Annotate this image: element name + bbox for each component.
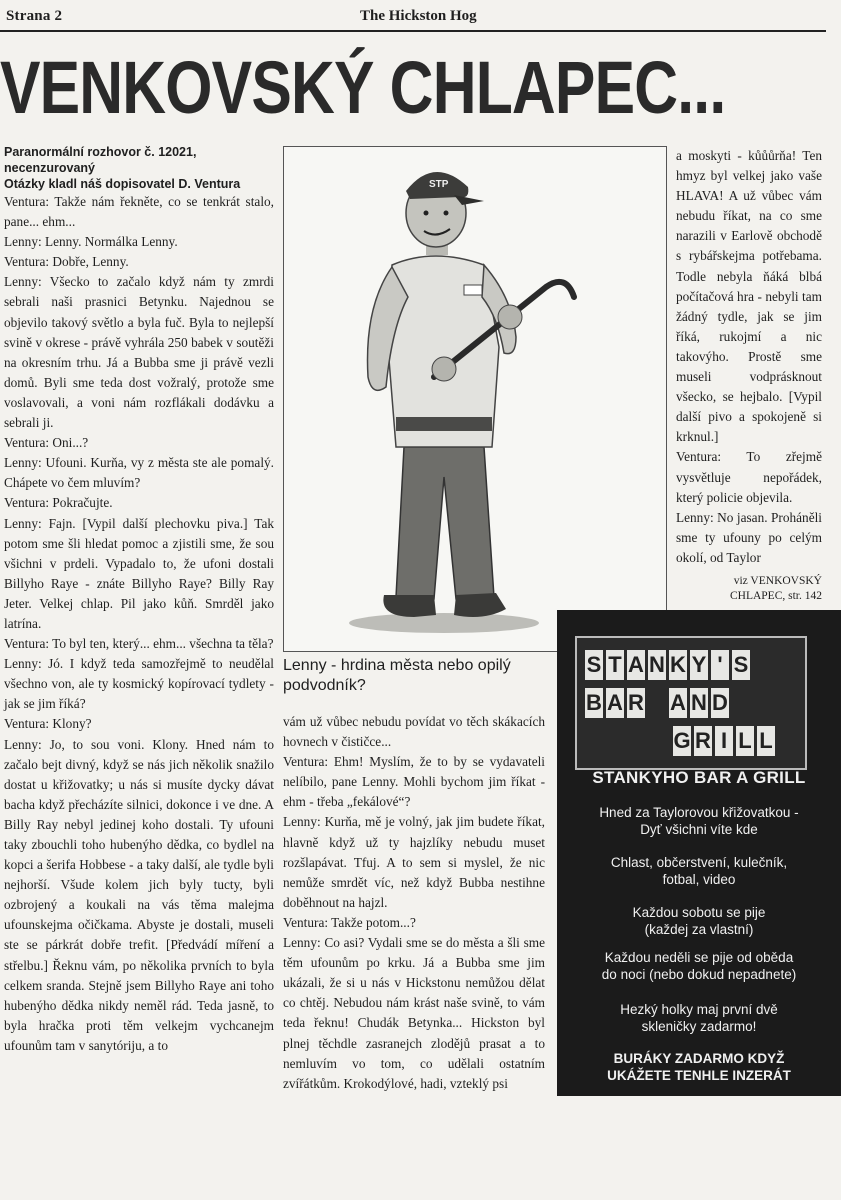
- paragraph: Lenny: Všecko to začalo když nám ty zmrdi sebrali naši prasnici Betynku. Najednou se objevilo takový světlo a byla fuč. Byla to nejlepší svině v okrese - právě vyhrála 250 babek v soutěži na okresním trhu. Já a Bubba sme ji právě vezli domů. Byli sme teda dost vožralý, protože sme voslavovali, a voni nám rozflákali dodávku a sebrali ji.: [4, 274, 274, 431]
- paragraph: Ventura: Ehm! Myslím, že to by se vydavateli nelíbilo, pane Lenny. Mohli bychom jim říkat - ehm - třeba „fekálové“?: [283, 754, 545, 810]
- intro-line-2: Otázky kladl náš dopisovatel D. Ventura: [4, 177, 241, 191]
- newspaper-name: The Hickston Hog: [360, 8, 477, 24]
- continued-line-2: CHLAPEC, str. 142: [729, 590, 822, 602]
- paragraph: Lenny: Ufouni. Kurňa, vy z města ste ale pomalý. Chápete vo čem mluvím?: [4, 455, 274, 491]
- article-column-2: [283, 712, 545, 1094]
- paragraph: Lenny: Jó. I když teda samozřejmě to neudělal všechno von, ale ty kosmický kopírovací tydlety - jak se jim říká?: [4, 656, 274, 712]
- sign-letter: A: [669, 688, 687, 718]
- sign-row-2: [585, 688, 795, 718]
- article-intro: [4, 144, 276, 192]
- sign-letter: R: [694, 726, 712, 756]
- paragraph: Lenny: Jo, to sou voni. Klony. Hned nám to začalo bejt divný, když se nás jich několik snažilo dostat u křižovatky; u nás si musíte dycky dávat bacha když přecházíte silnici, dokonce i ve dne. A Billy Ray nebyl jedinej koho dostali. Ty ufouni taky zbouchli toho hubenýho dědka, co bydlel na kopci a šerifa Hobbese - a taky další, ale tydle byli nejhorší. Všude kolem jich byly tucty, byli ozbrojený a koukali na vás těma malejma ufounskejma očičkama. Abyste je dostali, museli ste se párkrát dobře trefit. [Předvádí míření a střelbu.] Řeknu vám, po několika prvních to byla celkem sranda. Stejně jsem Billyho Raye ani toho hubenýho dědka nikdy neměl rád. Teda jasně, to byla hračka proti těm velkejm vychcanejm ufounům tam v sanytóriju, a to: [4, 736, 274, 1053]
- continued-line-1: viz VENKOVSKÝ: [733, 575, 822, 587]
- paragraph: Ventura: Klony?: [4, 716, 92, 732]
- sign-letter: K: [669, 650, 687, 680]
- paragraph: Lenny: Co asi? Vydali sme se do města a šli sme těm ufounům po krku. Já a Bubba sme jim ukázali, že si u nás v Hickstonu nemůžou dělat co chtěj. Nebudou nám krást naše svině, to vám teda řeknu! Chudák Betynka... Hickston byl plnej těchdle zasranejch zlodějů prasat a to nemluvím vo tom, co udělali ostatním zvířátkům. Krokodýlové, hadi, vzteklý psi: [283, 935, 545, 1091]
- paragraph: Ventura: Takže nám řekněte, co se tenkrát stalo, pane... ehm...: [4, 194, 274, 230]
- ad-text: fotbal, video: [662, 872, 736, 887]
- header-rule: [0, 30, 826, 32]
- paragraph: Ventura: Takže potom...?: [283, 914, 416, 930]
- sign-letter: Y: [690, 650, 708, 680]
- sign-letter: I: [715, 726, 733, 756]
- sign-row-1: [585, 650, 795, 680]
- article-column-3: [676, 146, 822, 568]
- sign-letter: S: [732, 650, 750, 680]
- ad-text: Hned za Taylorovou křižovatkou -: [599, 805, 799, 820]
- ad-offer: UKÁŽETE TENHLE INZERÁT: [607, 1068, 791, 1083]
- sign-letter: B: [585, 688, 603, 718]
- sign-letter: S: [585, 650, 603, 680]
- paragraph: Lenny: No jasan. Proháněli sme ty ufouny po celým okolí, od Taylor: [676, 509, 822, 565]
- ad-text: Každou neděli se pije od oběda: [604, 950, 794, 965]
- headline: VENKOVSKÝ CHLAPEC...: [0, 46, 726, 129]
- paragraph: Lenny: Kurňa, mě je volný, jak jim budete říkat, hlavně když už ty hajzlíky nebudu muset rozšlapávat. Tfuj. A to sem si myslel, že nic nemůže smrdět víc, než když Bubba nestihne doběhnout na hajzl.: [283, 814, 545, 910]
- ad-text: (každej za vlastní): [644, 922, 754, 937]
- page-number: Strana 2: [6, 8, 63, 24]
- ad-title: STANKYHO BAR A GRILL: [592, 768, 806, 787]
- bar-advertisement: [557, 610, 841, 1096]
- lenny-drawing: [284, 147, 666, 651]
- sign-letter: N: [648, 650, 666, 680]
- paragraph: Lenny: Lenny. Normálka Lenny.: [4, 234, 178, 250]
- ad-text: Hezký holky maj první dvě: [620, 1002, 778, 1017]
- ad-text: do noci (nebo dokud nepadnete): [601, 967, 797, 982]
- ad-text: skleničky zadarmo!: [641, 1019, 757, 1034]
- paragraph: Ventura: Pokračujte.: [4, 495, 113, 511]
- sign-row-3: [673, 726, 793, 756]
- lenny-illustration: [283, 146, 667, 652]
- illustration-caption: Lenny - hrdina města nebo opilý podvodník?: [283, 657, 511, 694]
- ad-text: Chlast, občerstvení, kulečník,: [610, 855, 788, 870]
- paragraph: Ventura: To byl ten, který... ehm... všechna ta těla?: [4, 636, 274, 652]
- sign-letter: D: [711, 688, 729, 718]
- paragraph: a moskyti - kůůůrňa! Ten hmyz byl velkej jako vaše HLAVA! A už vůbec vám nebudu říkat, na co sme narazili v Earlově obchodě s rybářskejma potřebama. Todle nebyla ňáká blbá počítačová hra - nebyli tam žádný tydle, jak se jim říká, rukojmí a nic takovýho. Prostě sme museli vodprásknout všecko, se hejbalo. [Vypil další pivo a spokojeně si krknul.]: [676, 148, 822, 445]
- sign-letter: L: [757, 726, 775, 756]
- intro-line-1: Paranormální rozhovor č. 12021, necenzurovaný: [4, 145, 197, 175]
- sign-letter: A: [606, 688, 624, 718]
- sign-letter: ': [711, 650, 729, 680]
- sign-letter: N: [690, 688, 708, 718]
- continued-note: [676, 574, 822, 604]
- paragraph: Ventura: To zřejmě vysvětluje nepořádek, který policie objevila.: [676, 449, 822, 505]
- paragraph: Ventura: Dobře, Lenny.: [4, 254, 129, 270]
- sign-letter: [648, 688, 666, 718]
- sign-letter: R: [627, 688, 645, 718]
- sign-letter: A: [627, 650, 645, 680]
- sign-letter: L: [736, 726, 754, 756]
- sign-letter: T: [606, 650, 624, 680]
- ad-offer: BURÁKY ZADARMO KDYŽ: [613, 1051, 785, 1066]
- sign-letter: G: [673, 726, 691, 756]
- paragraph: vám už vůbec nebudu povídat vo těch skákacích hovnech v čističce...: [283, 714, 545, 750]
- article-column-1: [4, 192, 274, 1056]
- ad-text: Dyť všichni víte kde: [640, 822, 758, 837]
- ad-text: Každou sobotu se pije: [632, 905, 766, 920]
- bar-sign: [575, 636, 807, 770]
- paragraph: Ventura: Oni...?: [4, 435, 89, 451]
- cap-text: STP: [429, 179, 449, 190]
- paragraph: Lenny: Fajn. [Vypil další plechovku piva.] Tak potom sme šli hledat pomoc a zjistili sme, že sou všichni v prdeli. Vypadalo to, že ufoni dostali Billyho Raye - znáte Billyho Raye? Billy Ray Jeter. Velkej chlap. Pil jako kůň. Smrděl jako latrína.: [4, 515, 274, 631]
